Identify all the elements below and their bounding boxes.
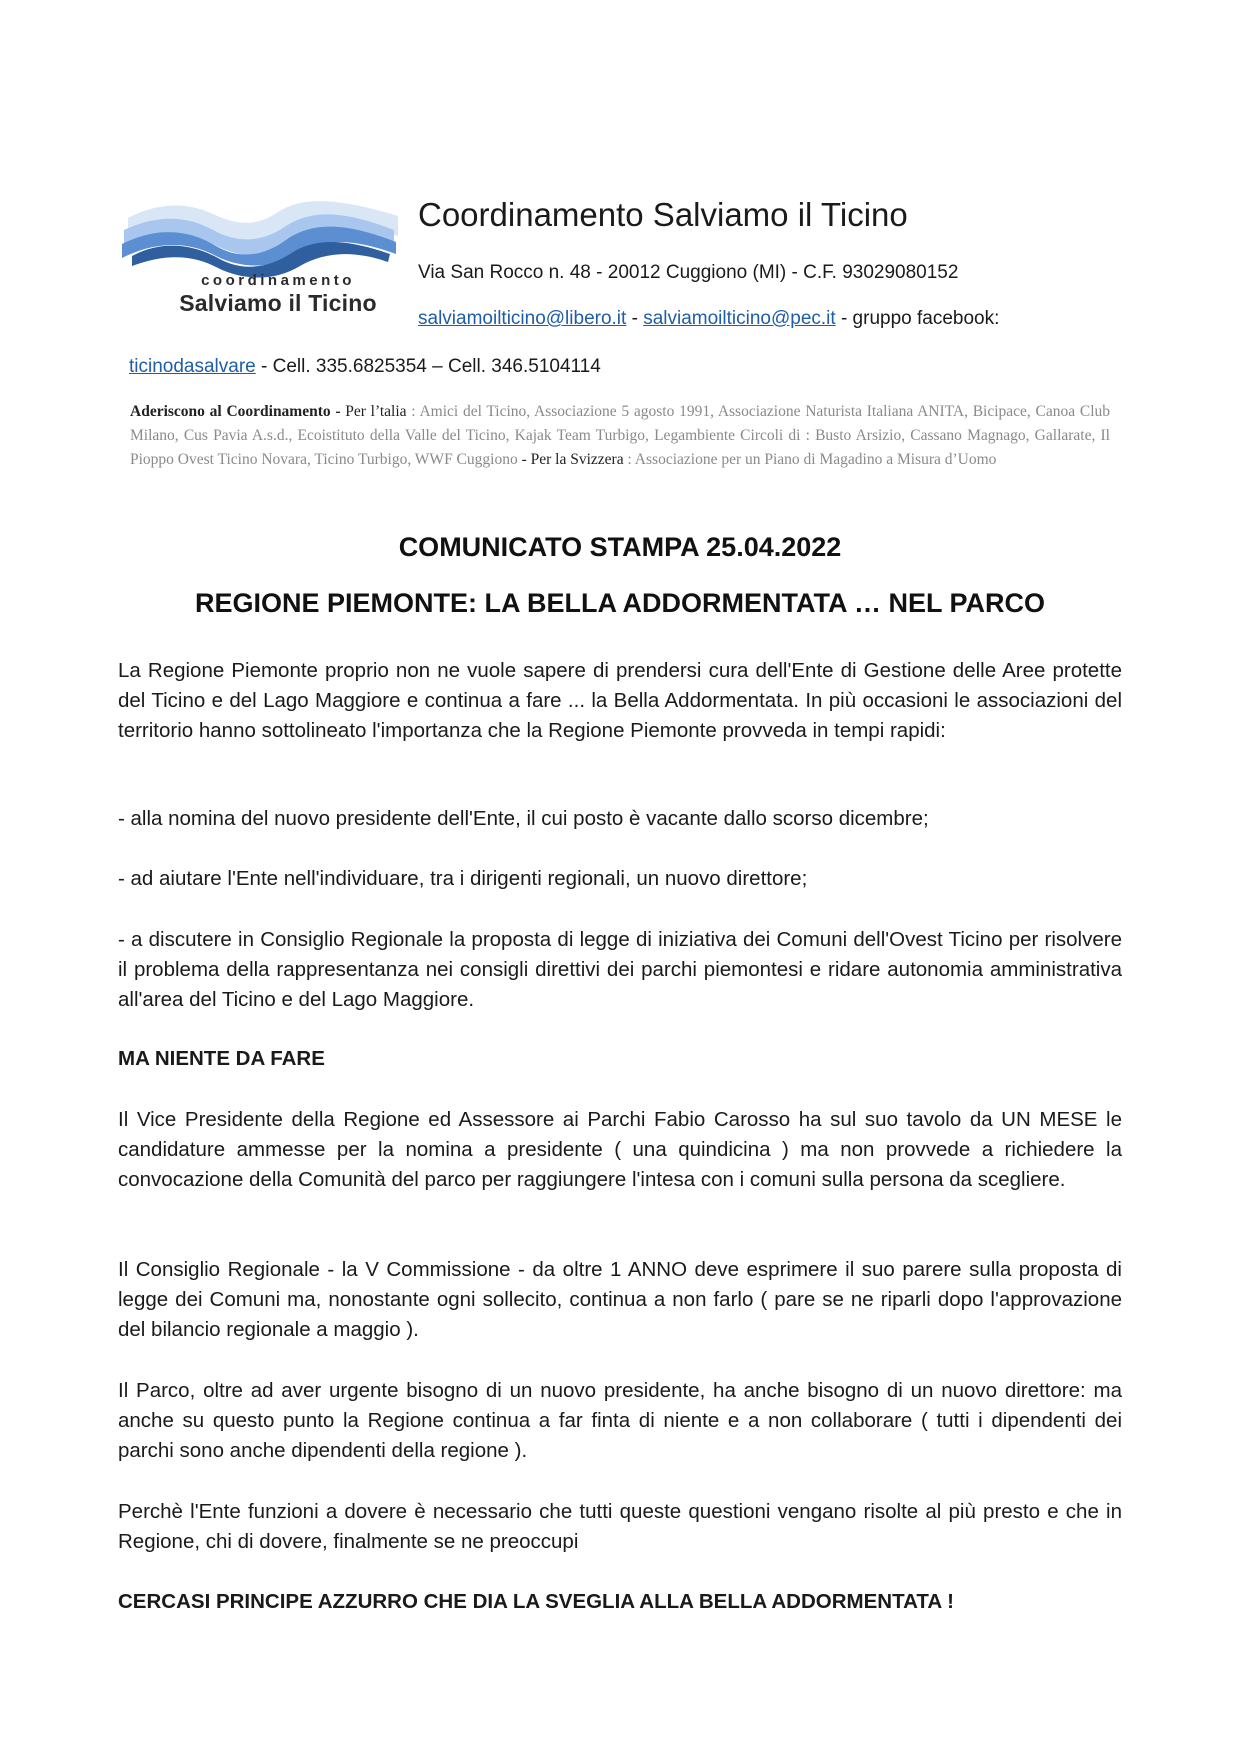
adherents-italy-label: Per l’talia xyxy=(345,403,407,420)
logo-text-coordinamento: coordinamento xyxy=(201,272,355,289)
adherents-italy-list: : Amici del Ticino, Associazione 5 agosto 1991, Associazione Naturista Italiana ANITA, Bicipace, Canoa Club Milano, Cus Pavia A.s.d., Ecoistituto della Valle del Ticino, Kajak Team Turbigo, Legambiente Circoli di : Busto Arsizio, Cassano Magnago, Gallarate, Il Pioppo Ovest Ticino Novara, Ticino Turbigo, WWF Cuggiono xyxy=(130,403,1110,468)
adherents-separator: - xyxy=(521,451,531,468)
point-3: - a discutere in Consiglio Regionale la proposta di legge di iniziativa dei Comuni dell'Ovest Ticino per risolvere il problema della rappresentanza nei consigli direttivi dei parchi piemontesi e ridare autonomia amministrativa all'area del Ticino e del Lago Maggiore. xyxy=(118,928,1122,1011)
adherents-swiss-list: : Associazione per un Piano di Magadino a Misura d’Uomo xyxy=(623,451,997,468)
paragraph-2: Il Consiglio Regionale - la V Commissione - da oltre 1 ANNO deve esprimere il suo parere sulla proposta di legge dei Comuni ma, nonostante ogni sollecito, continua a non farlo ( pare se ne riparli dopo l'approvazione del bilancio regionale a maggio ). xyxy=(118,1258,1122,1341)
facebook-group-link[interactable]: ticinodasalvare xyxy=(129,356,256,377)
adherents-swiss-label: Per la Svizzera xyxy=(530,451,624,468)
paragraph-3: Il Parco, oltre ad aver urgente bisogno di un nuovo presidente, ha anche bisogno di un nuovo direttore: ma anche su questo punto la Regione continua a far finta di niente e a non collaborare ( tutti i dipendenti dei parchi sono anche dipendenti della regione ). xyxy=(118,1379,1122,1462)
closing-line: CERCASI PRINCIPE AZZURRO CHE DIA LA SVEGLIA ALLA BELLA ADDORMENTATA ! xyxy=(118,1590,954,1613)
contact-line xyxy=(418,308,999,330)
point-1: - alla nomina del nuovo presidente dell'Ente, il cui posto è vacante dallo scorso dicembre; xyxy=(118,807,929,830)
email-libero-link[interactable]: salviamoilticino@libero.it xyxy=(418,308,627,329)
paragraph-4: Perchè l'Ente funzioni a dovere è necessario che tutti queste questioni vengano risolte al più presto e che in Regione, chi di dovere, finalmente se ne preoccupi xyxy=(118,1500,1122,1553)
contact-line-2 xyxy=(129,356,601,378)
intro-paragraph: La Regione Piemonte proprio non ne vuole sapere di prendersi cura dell'Ente di Gestione delle Aree protette del Ticino e del Lago Maggiore e continua a fare ... la Bella Addormentata. In più occasioni le associazioni del territorio hanno sottolineato l'importanza che la Regione Piemonte provveda in tempi rapidi: xyxy=(118,659,1122,742)
organization-address: Via San Rocco n. 48 - 20012 Cuggiono (MI) - C.F. 93029080152 xyxy=(418,262,959,283)
email-separator: - xyxy=(626,308,644,329)
adherents-lead: Aderiscono al Coordinamento - xyxy=(130,403,346,420)
release-title: COMUNICATO STAMPA 25.04.2022 xyxy=(398,532,842,562)
adherent-associations xyxy=(130,400,1110,472)
facebook-label: - gruppo facebook: xyxy=(835,308,1000,329)
email-pec-link[interactable]: salviamoilticino@pec.it xyxy=(643,308,836,329)
point-2: - ad aiutare l'Ente nell'individuare, tra i dirigenti regionali, un nuovo direttore; xyxy=(118,867,808,890)
logo-text-salviamo: Salviamo il Ticino xyxy=(179,290,377,316)
paragraph-1: Il Vice Presidente della Regione ed Assessore ai Parchi Fabio Carosso ha sul suo tavolo da UN MESE le candidature ammesse per la nomina a presidente ( una quindicina ) ma non provvede a richiedere la convocazione della Comunità del parco per raggiungere l'intesa con i comuni sulla persona da scegliere. xyxy=(118,1108,1122,1191)
section-heading: MA NIENTE DA FARE xyxy=(118,1047,325,1070)
organization-name: Coordinamento Salviamo il Ticino xyxy=(418,196,908,233)
organization-logo xyxy=(118,196,400,326)
release-subtitle: REGIONE PIEMONTE: LA BELLA ADDORMENTATA … NEL PARCO xyxy=(195,588,1045,618)
phone-numbers: - Cell. 335.6825354 – Cell. 346.5104114 xyxy=(255,356,601,377)
